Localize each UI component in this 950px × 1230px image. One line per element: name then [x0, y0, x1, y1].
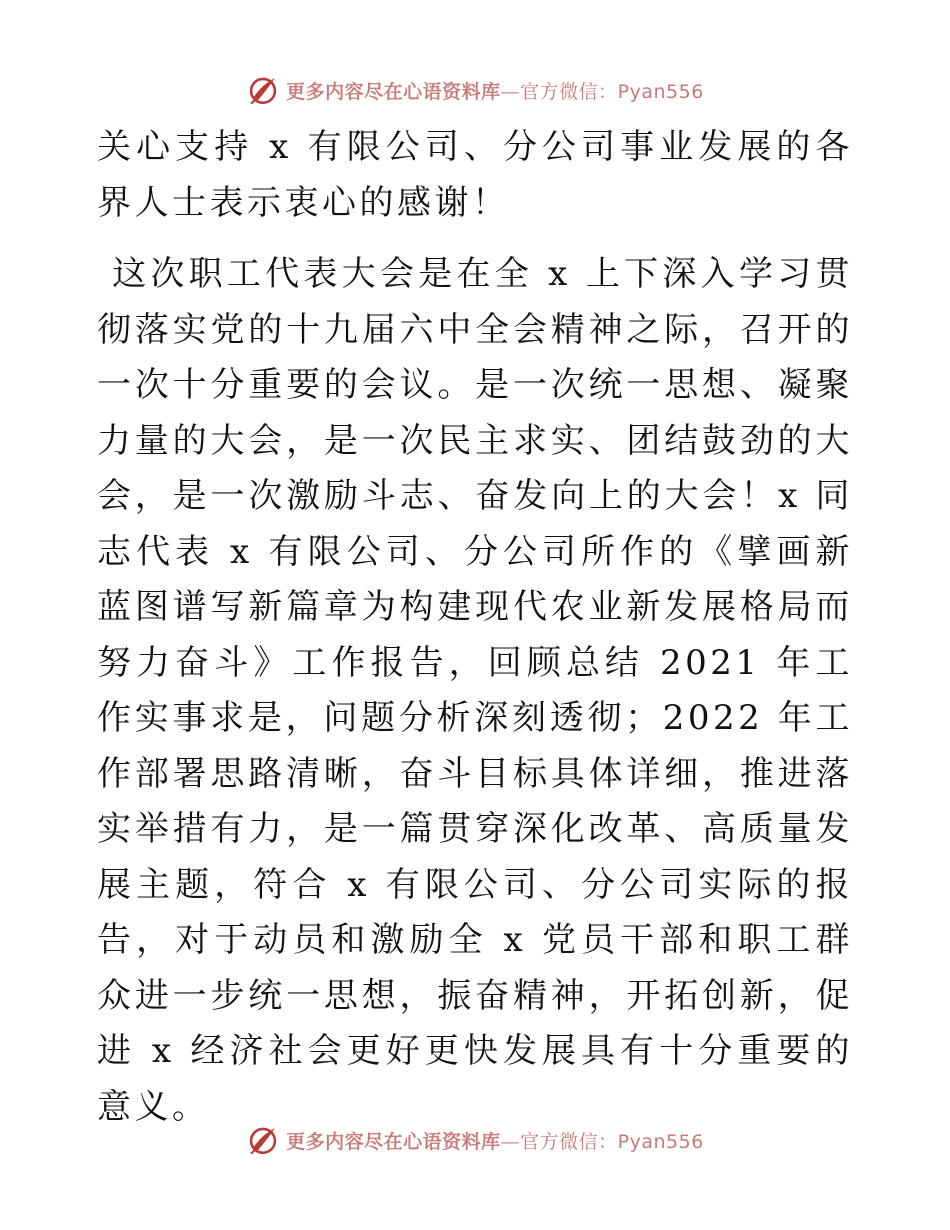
header-separator: —	[500, 80, 521, 103]
footer-contact-text: 官方微信：Pyan556	[520, 1130, 704, 1153]
footer-promo-text: 更多内容尽在心语资料库	[286, 1130, 501, 1153]
footer-banner-inner	[246, 1123, 704, 1157]
header-banner	[0, 68, 950, 112]
header-banner-inner	[246, 73, 704, 107]
pen-nib-logo-icon	[246, 1123, 280, 1157]
paragraph-2: 这次职工代表大会是在全 x 上下深入学习贯彻落实党的十九届六中全会精神之际，召开的一次十分重要的会议。是一次统一思想、凝聚力量的大会，是一次民主求实、团结鼓劲的大会，是一次激励斗志、奋发向上的大会！x 同志代表 x 有限公司、分公司所作的《擘画新蓝图谱写新篇章为构建现代农业新发展格局而努力奋斗》工作报告，回顾总结 2021 年工作实事求是，问题分析深刻透彻；2022 年工作部署思路清晰，奋斗目标具体详细，推进落实举措有力，是一篇贯穿深化改革、高质量发展主题，符合 x 有限公司、分公司实际的报告，对于动员和激励全 x 党员干部和职工群众进一步统一思想，振奋精神，开拓创新，促进 x 经济社会更好更快发展具有十分重要的意义。	[97, 254, 853, 1127]
footer-banner-text	[286, 1127, 704, 1154]
footer-banner	[0, 1118, 950, 1162]
paragraph-1: 关心支持 x 有限公司、分公司事业发展的各界人士表示衷心的感谢！	[97, 127, 853, 223]
header-promo-text: 更多内容尽在心语资料库	[286, 80, 501, 103]
header-banner-text	[286, 77, 704, 104]
pen-nib-logo-icon	[246, 73, 280, 107]
document-body	[97, 120, 853, 1135]
footer-separator: —	[500, 1130, 521, 1153]
header-contact-text: 官方微信：Pyan556	[520, 80, 704, 103]
